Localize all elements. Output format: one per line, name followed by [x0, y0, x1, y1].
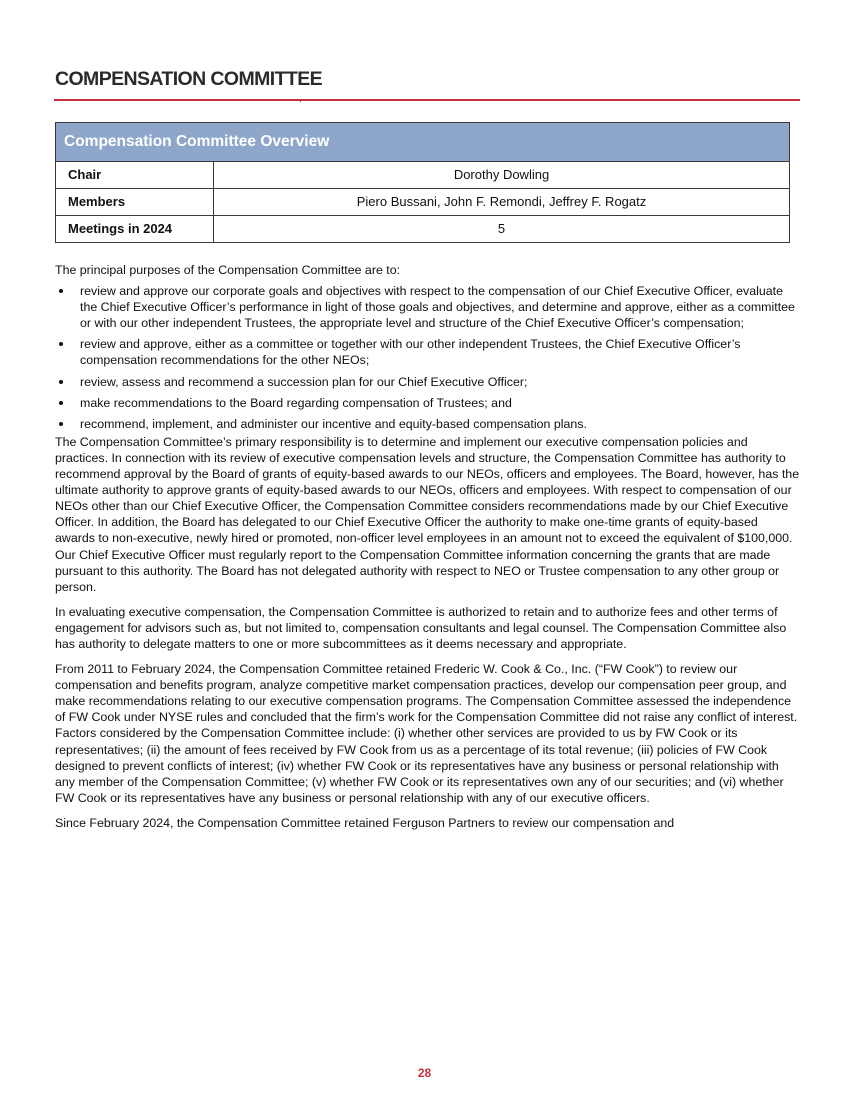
section-title: COMPENSATION COMMITTEE — [55, 68, 323, 90]
paragraph-responsibility: The Compensation Committee’s primary responsibility is to determine and implement our executive compensation policies and practices. In connection with its review of executive compensation levels and structure, the Compensation Committee has authority to recommend approval by the Board of grants of equity-based awards to our NEOs, officers and employees. The Board, however, has the ultimate authority to approve grants of equity-based awards to our NEOs, officers and employees. With respect to compensation of our NEOs other than our Chief Executive Officer, the Compensation Committee considers recommendations made by our Chief Executive Officer. In addition, the Board has delegated to our Chief Executive Officer the authority to make one-time grants of equity-based awards to non-executive, newly hired or promoted, non-officer level employees in an amount not to exceed the equivalent of $100,000. Our Chief Executive Officer must regularly report to the Compensation Committee information concerning the grants that are made pursuant to this authority. The Board has not delegated authority with respect to NEO or Trustee compensation to any other group or person. — [55, 434, 800, 594]
purposes-intro: The principal purposes of the Compensation Committee are to: — [55, 263, 401, 277]
row-label-chair: Chair — [56, 162, 214, 188]
list-item: review, assess and recommend a succession plan for our Chief Executive Officer; — [55, 374, 800, 390]
table-row — [56, 162, 789, 189]
committee-overview-table — [55, 122, 790, 243]
table-row — [56, 216, 789, 242]
title-divider — [54, 99, 800, 101]
row-value-chair: Dorothy Dowling — [453, 167, 550, 182]
purposes-list — [55, 283, 800, 432]
table-row — [56, 189, 789, 216]
row-label-members: Members — [56, 189, 214, 215]
overview-heading: Compensation Committee Overview — [56, 123, 789, 162]
row-value-meetings: 5 — [497, 221, 506, 236]
list-item: recommend, implement, and administer our incentive and equity-based compensation plans. — [55, 416, 800, 432]
list-item: review and approve our corporate goals and objectives with respect to the compensation of our Chief Executive Officer, evaluate the Chief Executive Officer’s performance in light of those goals and objectives, and determine and approve, either as a committee or with our other independent Trustees, the appropriate level and structure of the Chief Executive Officer’s compensation; — [55, 283, 800, 331]
list-item: make recommendations to the Board regarding compensation of Trustees; and — [55, 395, 800, 411]
list-item: review and approve, either as a committee or together with our other independent Trustees, the Chief Executive Officer’s compensation recommendations for the other NEOs; — [55, 336, 800, 368]
row-value-members: Piero Bussani, John F. Remondi, Jeffrey F. Rogatz — [356, 194, 647, 209]
paragraph-advisors: In evaluating executive compensation, the Compensation Committee is authorized to retain and to authorize fees and other terms of engagement for advisors such as, but not limited to, compensation consultants and legal counsel. The Compensation Committee also has authority to delegate matters to one or more subcommittees as it deems necessary and appropriate. — [55, 604, 787, 651]
row-label-meetings: Meetings in 2024 — [56, 216, 214, 242]
paragraph-fw-cook: From 2011 to February 2024, the Compensation Committee retained Frederic W. Cook & Co., Inc. (“FW Cook”) to review our compensation and benefits program, analyze competitive market compensation practices, develop our compensation peer group, and make recommendations relating to our executive compensation programs. The Compensation Committee assessed the independence of FW Cook under NYSE rules and concluded that the firm’s work for the Compensation Committee did not raise any conflict of interest. Factors considered by the Compensation Committee include: (i) whether other services are provided to us by FW Cook or its representatives; (ii) the amount of fees received by FW Cook from us as a percentage of its total revenue; (iii) policies of FW Cook designed to prevent conflicts of interest; (iv) whether FW Cook or its representatives have any business or personal relationship with any member of the Compensation Committee; (v) whether FW Cook or its representatives own any of our securities; and (vi) whether FW Cook or its representatives have any business or personal relationship with any of our executive officers. — [55, 662, 798, 805]
body-text — [55, 262, 800, 840]
paragraph-ferguson: Since February 2024, the Compensation Committee retained Ferguson Partners to review our compensation and — [55, 815, 675, 830]
divider-mark — [300, 101, 301, 102]
page-number: 28 — [417, 1066, 432, 1080]
